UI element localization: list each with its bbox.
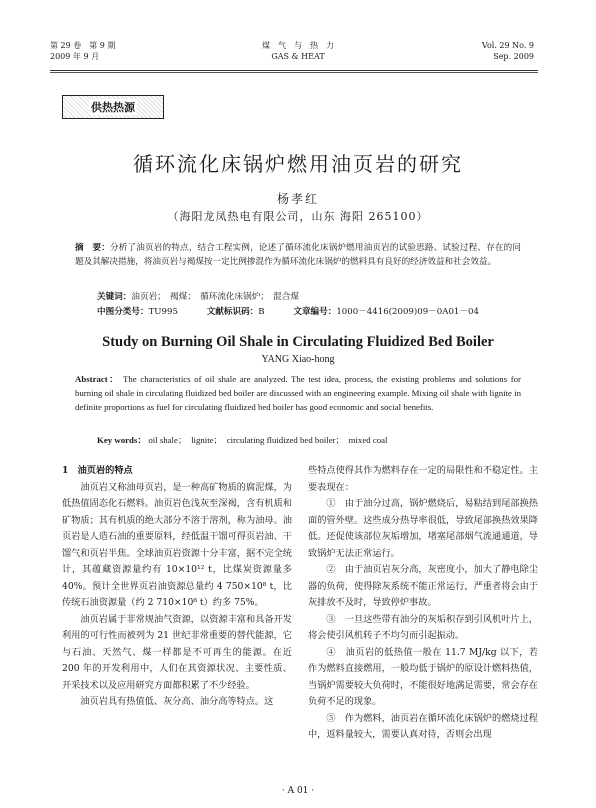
article-number-label: 文章编号：	[293, 307, 337, 317]
section-tag-label: 供热热源	[91, 101, 135, 114]
body-column-right	[308, 463, 538, 744]
article-number-field	[293, 307, 479, 317]
abstract-en-text: The characteristics of oil shale are analyzed. The test idea, process, the existing problems and solutions for burning oil shale in circulating fluidized bed boiler are discussed with an engineering example. Mixing oil shale with lignite in definite proportions as fuel for circulating fluidized bed boiler has good economic and social benefits.	[75, 374, 521, 413]
classification-line	[97, 305, 505, 317]
header-rule-thin	[50, 72, 538, 73]
paragraph: 油页岩具有热值低、灰分高、油分高等特点。这	[80, 696, 274, 707]
section-heading-1: 1 油页岩的特点	[62, 465, 133, 476]
list-item: ⑤ 作为燃料，油页岩在循环流化床锅炉的燃烧过程中，返料量较大，需要认真对待，否则会出现	[308, 712, 538, 740]
issue-date-en: Sep. 2009	[493, 52, 534, 61]
clc-value: TU995	[148, 307, 178, 317]
abstract-cn	[75, 241, 521, 269]
volume-issue: 第 29 卷 第 9 期	[50, 41, 116, 50]
clc-field	[97, 307, 178, 317]
page-number: · A 01 ·	[281, 786, 315, 796]
paragraph: 油页岩属于非常规油气资源，以资源丰富和具备开发利用的可行性而被列为 21 世纪非常重要的替代能源，它与石油、天然气、煤一样都是不可再生的能源。在近 200 年的开发利用中，人们在其资源状况、主要性质、开采技术以及应用研究方面都积累了不少经验。	[62, 613, 292, 691]
affiliation: （海阳龙凤热电有限公司，山东 海阳 265100）	[167, 210, 429, 223]
author: 杨孝红	[276, 192, 319, 206]
doc-code-label: 文献标识码：	[206, 307, 259, 317]
author-en: YANG Xiao-hong	[261, 354, 335, 365]
section-tag	[62, 95, 164, 119]
issue-date: 2009 年 9 月	[50, 52, 100, 61]
journal-name-cn: 煤 气 与 热 力	[262, 41, 334, 50]
abstract-en-label: Abstract：	[75, 374, 120, 384]
keywords-cn-text: 油页岩； 褐煤； 循环流化床锅炉； 混合煤	[131, 292, 299, 302]
list-item: ④ 油页岩的低热值一般在 11.7 MJ/kg 以下，若作为燃料直接燃用，一般均低于锅炉的原设计燃料热值，当锅炉需要较大负荷时，不能很好地满足需要，常会存在负荷不足的现象。	[308, 646, 538, 707]
keywords-en-label: Key words：	[97, 435, 147, 445]
keywords-cn-label: 关键词：	[97, 292, 132, 302]
keywords-cn	[97, 290, 299, 302]
volume-issue-en: Vol. 29 No. 9	[481, 41, 534, 50]
keywords-en-text: oil shale； lignite； circulating fluidized bed boiler； mixed coal	[148, 435, 388, 445]
abstract-cn-text: 分析了油页岩的特点，结合工程实例，论述了循环流化床锅炉燃用油页岩的试验思路、试验过程、存在的问题及其解决措施，将油页岩与褐煤按一定比例掺混作为循环流化床锅炉的燃料具有良好的经济效益和社会效益。	[75, 243, 521, 267]
body-column-left	[62, 463, 292, 711]
clc-label: 中图分类号：	[97, 307, 149, 317]
paragraph: 油页岩又称油母页岩，是一种高矿物质的腐泥煤，为低热值固态化石燃料。油页岩色浅灰至深褐，含有机质和矿物质；其有机质的绝大部分不溶于溶剂，称为油母。油页岩是人造石油的重要原料，经低温干馏可得页岩油、干馏气和页岩半焦。全球油页岩资源十分丰富，据不完全统计，其蕴藏资源量约有 10×10¹² t，比煤炭资源量多 40%。预计全世界页岩油资源总量约 4 750×10⁸ t，比传统石油资源量（约 2 710×10⁸ t）约多 75%。	[62, 481, 292, 608]
list-item: ① 由于油分过高，锅炉燃烧后，易粘结到尾部换热面的管外壁。这些成分热导率很低，导致尾部换热效果降低。还促使该部位灰垢增加，堵塞尾部烟气流通通道，导致锅炉无法正常运行。	[308, 498, 538, 559]
doc-code-value: B	[258, 307, 265, 317]
keywords-en	[97, 433, 388, 446]
journal-issue-info-en	[482, 40, 534, 62]
article-title-en: Study on Burning Oil Shale in Circulating Fluidized Bed Boiler	[102, 334, 494, 350]
journal-name-en: GAS & HEAT	[271, 52, 325, 61]
abstract-en	[75, 372, 521, 415]
paragraph: 些特点使得其作为燃料存在一定的局限性和不稳定性。主要表现在：	[308, 465, 538, 493]
header-rule	[50, 70, 538, 71]
article-number-value: 1000－4416(2009)09－0A01－04	[336, 307, 479, 317]
doc-code-field	[207, 307, 265, 317]
list-item: ② 由于油页岩灰分高，灰密度小，加大了静电除尘器的负荷，使得除灰系统不能正常运行，严重者将会由于灰排放不及时，导致停炉事故。	[308, 564, 538, 608]
article-title: 循环流化床锅炉燃用油页岩的研究	[133, 152, 463, 176]
abstract-cn-label: 摘 要：	[75, 243, 110, 253]
list-item: ③ 一旦这些带有油分的灰垢积存到引风机叶片上，将会使引风机转子不均匀而引起振动。	[308, 613, 538, 641]
